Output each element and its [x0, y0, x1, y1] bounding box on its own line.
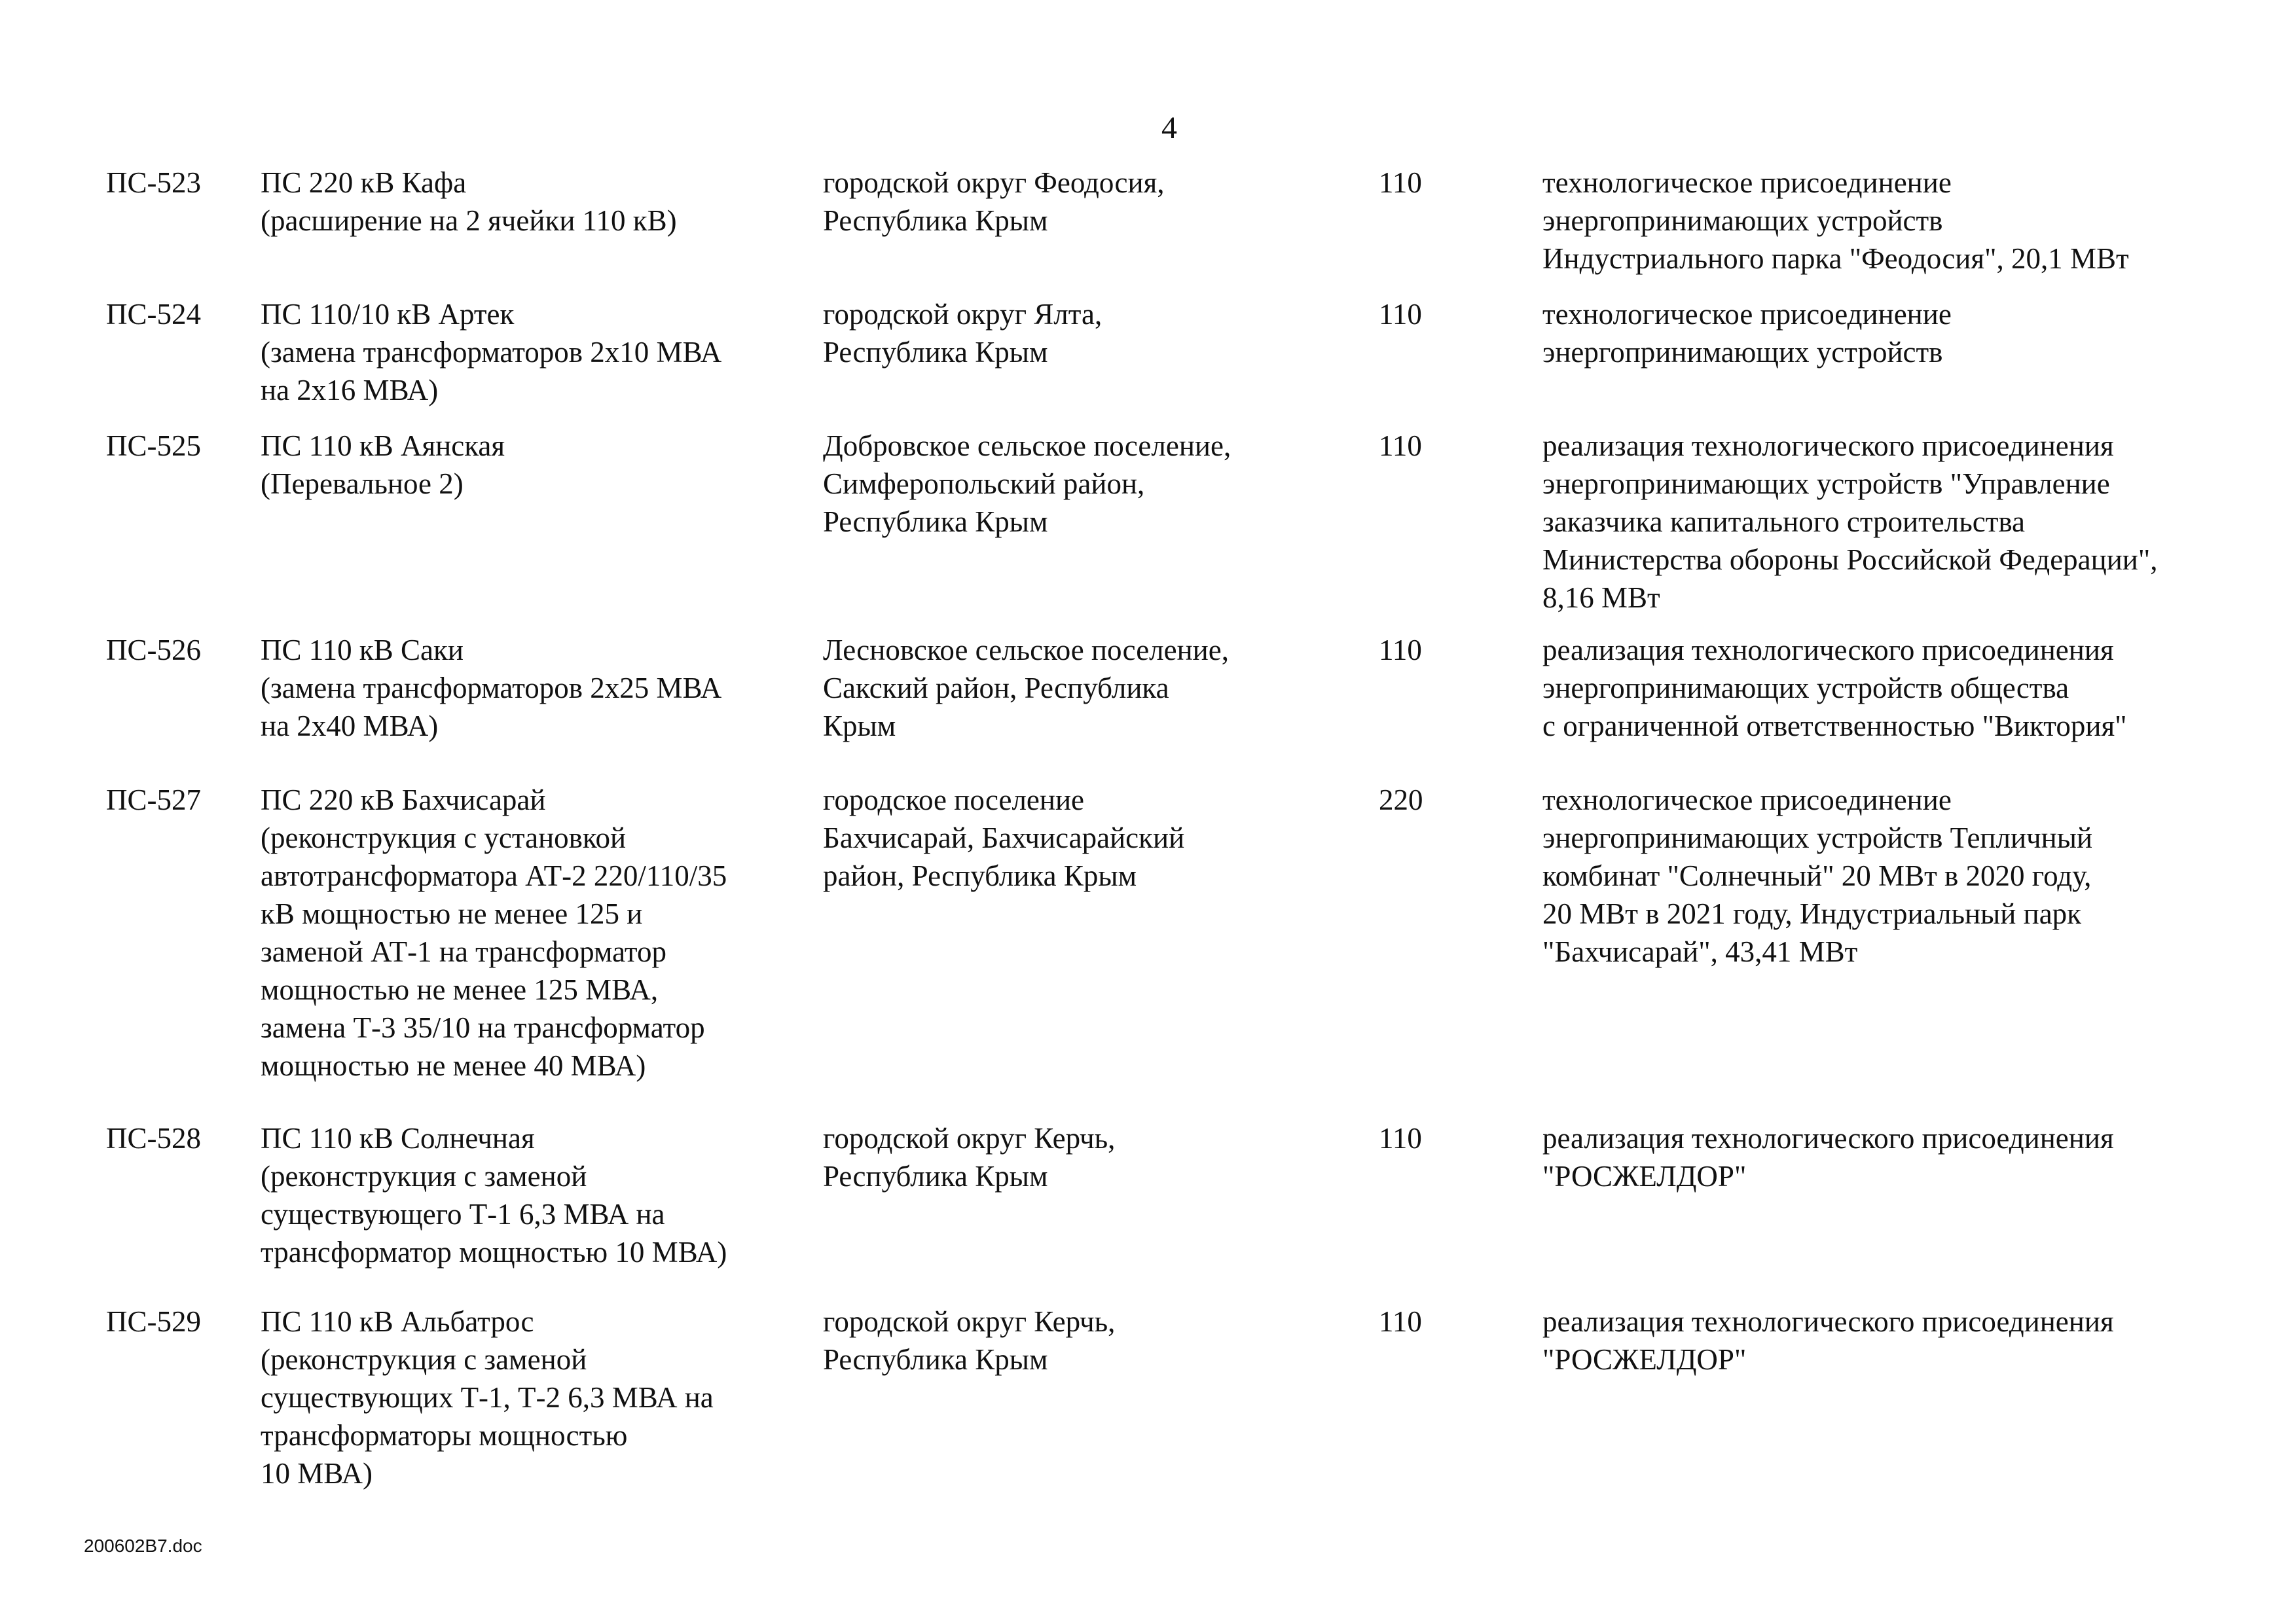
- row-voltage: 220: [1379, 784, 1423, 816]
- row-substation-name: ПС 110 кВ Солнечная (реконструкция с заменой существующего Т-1 6,3 МВА на трансформатор мощностью 10 МВА): [261, 1122, 727, 1269]
- row-substation-name: ПС 110/10 кВ Артек (замена трансформаторов 2х10 МВА на 2х16 МВА): [261, 298, 722, 406]
- row-voltage: 110: [1379, 634, 1422, 666]
- row-purpose: реализация технологического присоединения энергопринимающих устройств общества с ограниченной ответственностью "Виктория": [1542, 634, 2127, 742]
- row-code: ПС-529: [106, 1305, 201, 1338]
- row-substation-name: ПС 110 кВ Альбатрос (реконструкция с заменой существующих Т-1, Т-2 6,3 МВА на трансформаторы мощностью 10 МВА): [261, 1305, 714, 1490]
- row-code: ПС-526: [106, 634, 201, 666]
- page-number: 4: [1161, 111, 1177, 145]
- row-purpose: реализация технологического присоединения энергопринимающих устройств "Управление заказчика капитального строительства Министерства обороны Российской Федерации", 8,16 МВт: [1542, 429, 2158, 614]
- row-voltage: 110: [1379, 429, 1422, 462]
- row-location: городской округ Керчь, Республика Крым: [823, 1305, 1116, 1376]
- row-location: Добровское сельское поселение, Симферопольский район, Республика Крым: [823, 429, 1231, 538]
- row-voltage: 110: [1379, 298, 1422, 331]
- row-voltage: 110: [1379, 166, 1422, 199]
- row-voltage: 110: [1379, 1122, 1422, 1155]
- row-purpose: технологическое присоединение энергопринимающих устройств: [1542, 298, 1952, 369]
- row-purpose: технологическое присоединение энергопринимающих устройств Тепличный комбинат "Солнечный" 20 МВт в 2020 году, 20 МВт в 2021 году, Индустриальный парк "Бахчисарай", 43,41 МВт: [1542, 784, 2093, 968]
- row-code: ПС-524: [106, 298, 201, 331]
- row-purpose: реализация технологического присоединения "РОСЖЕЛДОР": [1542, 1122, 2114, 1193]
- row-location: городской округ Феодосия, Республика Крым: [823, 166, 1165, 237]
- row-substation-name: ПС 220 кВ Бахчисарай (реконструкция с установкой автотрансформатора АТ-2 220/110/35 кВ мощностью не менее 125 и заменой АТ-1 на трансформатор мощностью не менее 125 МВА, замена Т-3 35/10 на трансформатор мощностью не менее 40 МВА): [261, 784, 727, 1082]
- row-location: городской округ Керчь, Республика Крым: [823, 1122, 1116, 1193]
- row-code: ПС-523: [106, 166, 201, 199]
- row-substation-name: ПС 110 кВ Аянская (Перевальное 2): [261, 429, 505, 500]
- row-location: Лесновское сельское поселение, Сакский район, Республика Крым: [823, 634, 1229, 742]
- row-location: городское поселение Бахчисарай, Бахчисарайский район, Республика Крым: [823, 784, 1185, 892]
- row-voltage: 110: [1379, 1305, 1422, 1338]
- row-code: ПС-528: [106, 1122, 201, 1155]
- row-substation-name: ПС 220 кВ Кафа (расширение на 2 ячейки 110 кВ): [261, 166, 677, 237]
- row-code: ПС-527: [106, 784, 201, 816]
- row-purpose: технологическое присоединение энергопринимающих устройств Индустриального парка "Феодосия", 20,1 МВт: [1542, 166, 2129, 275]
- row-location: городской округ Ялта, Республика Крым: [823, 298, 1102, 369]
- row-purpose: реализация технологического присоединения "РОСЖЕЛДОР": [1542, 1305, 2114, 1376]
- row-substation-name: ПС 110 кВ Саки (замена трансформаторов 2х25 МВА на 2х40 МВА): [261, 634, 722, 742]
- footer-filename: 200602В7.doc: [84, 1536, 202, 1556]
- row-code: ПС-525: [106, 429, 201, 462]
